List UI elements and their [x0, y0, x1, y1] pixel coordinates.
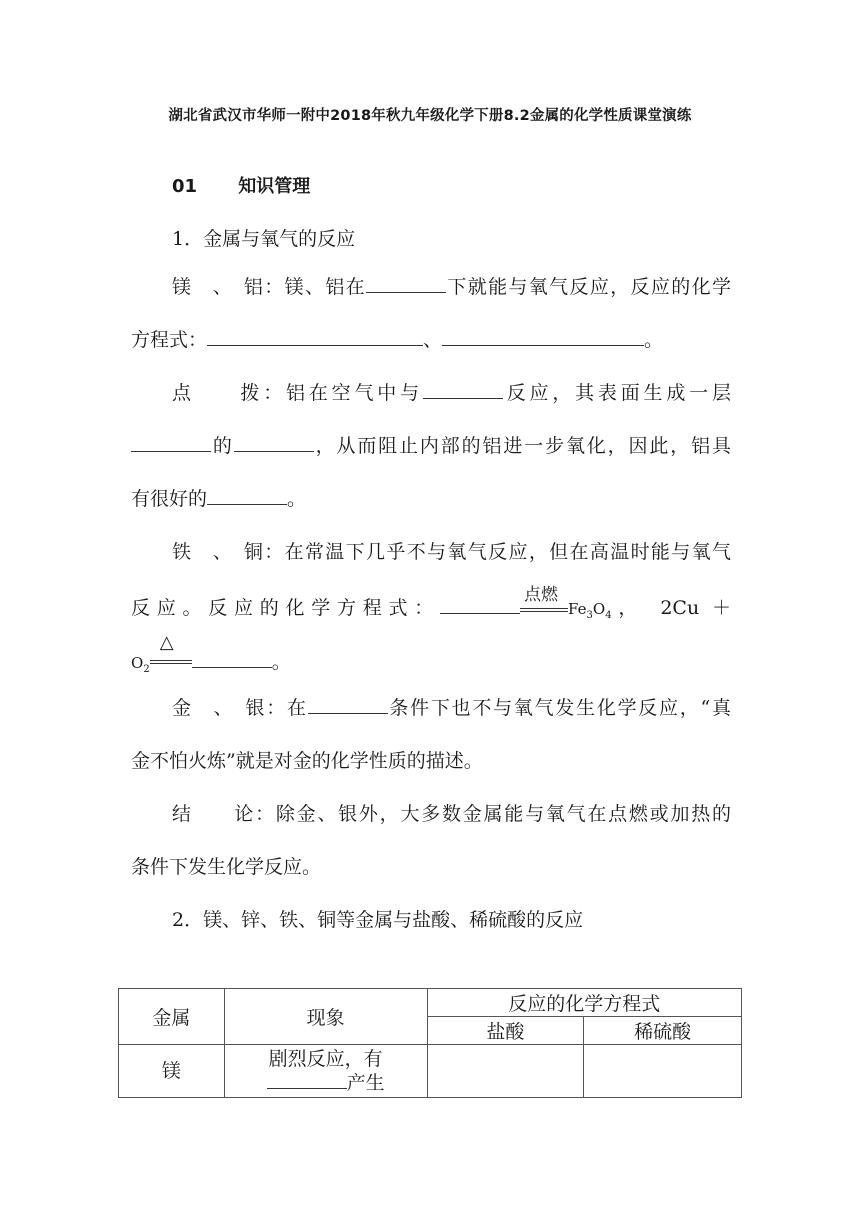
- au-ag-line-2: 金不怕火炼”就是对金的化学性质的描述。: [131, 750, 483, 772]
- mg-al-text-b: 下就能与氧气反应，反应的化学: [446, 276, 731, 298]
- mg-al-text-c: 方程式：: [131, 329, 208, 351]
- mg-al-line-2: [131, 325, 663, 352]
- cell-metal: 镁: [119, 1045, 225, 1098]
- header-equation: 反应的化学方程式: [427, 989, 741, 1017]
- reaction-table: [118, 988, 742, 1098]
- fill-blank[interactable]: [308, 712, 388, 714]
- fill-blank[interactable]: [366, 291, 446, 293]
- reaction-condition-ignite: [520, 585, 568, 614]
- tip-text-f: 。: [287, 488, 307, 510]
- tip-line-2: [131, 431, 731, 458]
- fill-blank[interactable]: [440, 612, 520, 614]
- tip-line-3: [131, 484, 306, 511]
- header-h2so4: 稀硫酸: [584, 1017, 742, 1045]
- reaction-condition-heat: [150, 632, 192, 668]
- fe-cu-line-3: [131, 632, 291, 675]
- table-header-row: [119, 989, 742, 1017]
- mg-al-line-1: [131, 272, 731, 299]
- header-phenomenon: 现象: [224, 989, 427, 1045]
- page-title: 湖北省武汉市华师一附中2018年秋九年级化学下册8.2金属的化学性质课堂演练: [168, 108, 692, 124]
- subscript: 4: [605, 610, 612, 621]
- section-label: 知识管理: [238, 176, 311, 197]
- formula-fe3o4: [568, 600, 612, 621]
- fill-blank[interactable]: [207, 344, 423, 346]
- conclusion-line-2: 条件下发生化学反应。: [131, 856, 322, 878]
- fe-cu-text-a: 铁 、 铜：在常温下几乎不与氧气反应，但在高温时能与氧气: [172, 541, 731, 563]
- equals-sign: [520, 608, 568, 612]
- formula-o2: [131, 654, 150, 675]
- phenomenon-line-b: [225, 1071, 427, 1095]
- condition-label: 点燃: [524, 585, 559, 605]
- fill-blank[interactable]: [423, 397, 503, 399]
- au-ag-text-a: 金 、 银：在: [172, 697, 308, 719]
- heat-triangle-icon: △: [159, 632, 174, 653]
- tip-text-a: 点 拨：铝在空气中与: [172, 382, 423, 404]
- fe-cu-text-b: 反应。反应的化学方程式：: [131, 597, 441, 619]
- fill-blank[interactable]: [131, 450, 211, 452]
- tip-line-1: [131, 378, 731, 405]
- mg-al-text-e: 。: [644, 329, 664, 351]
- fill-blank[interactable]: [207, 503, 287, 505]
- mg-al-text-d: 、: [423, 329, 443, 351]
- fe-cu-line-1: [131, 537, 731, 564]
- fill-blank[interactable]: [442, 344, 644, 346]
- formula-fe: Fe: [568, 600, 587, 618]
- fill-blank[interactable]: [192, 666, 272, 668]
- table-row: [119, 1045, 742, 1098]
- heading-metal-acid: 2．镁、锌、铁、铜等金属与盐酸、稀硫酸的反应: [172, 909, 584, 931]
- fe-cu-text-e: 。: [271, 651, 291, 673]
- cell-hcl-equation[interactable]: [427, 1045, 584, 1098]
- phenomenon-text-b: 产生: [346, 1072, 385, 1094]
- formula-o: O: [131, 654, 144, 672]
- tip-text-e: 有很好的: [131, 488, 208, 510]
- equals-sign: [150, 660, 192, 664]
- header-hcl: 盐酸: [427, 1017, 584, 1045]
- fill-blank[interactable]: [234, 450, 314, 452]
- fill-blank[interactable]: [267, 1087, 347, 1089]
- heading-metal-oxygen: 1．金属与氧气的反应: [172, 228, 356, 250]
- tip-text-d: ，从而阻止内部的铝进一步氧化，因此，铝具: [313, 435, 731, 457]
- section-number: 01: [172, 176, 198, 197]
- subscript: 3: [586, 610, 593, 621]
- fe-cu-line-2: [131, 585, 731, 621]
- au-ag-text-b: 条件下也不与氧气发生化学反应，“真: [387, 697, 731, 719]
- tip-text-b: 反应，其表面生成一层: [502, 382, 731, 404]
- conclusion-line-1: [131, 799, 731, 826]
- cell-h2so4-equation[interactable]: [584, 1045, 742, 1098]
- header-metal: 金属: [119, 989, 225, 1045]
- phenomenon-text-a: 剧烈反应，有: [268, 1048, 383, 1070]
- fe-cu-text-c: ， 2Cu ＋: [611, 597, 731, 619]
- tip-text-c: 的: [211, 435, 234, 457]
- subscript: 2: [143, 664, 150, 675]
- formula-o: O: [592, 600, 606, 618]
- cell-phenomenon: [224, 1045, 427, 1098]
- mg-al-text-a: 镁 、 铝：镁、铝在: [172, 276, 367, 298]
- au-ag-line-1: [131, 693, 731, 720]
- conclusion-text-a: 结 论：除金、银外，大多数金属能与氧气在点燃或加热的: [172, 803, 731, 825]
- section-heading: [172, 172, 310, 198]
